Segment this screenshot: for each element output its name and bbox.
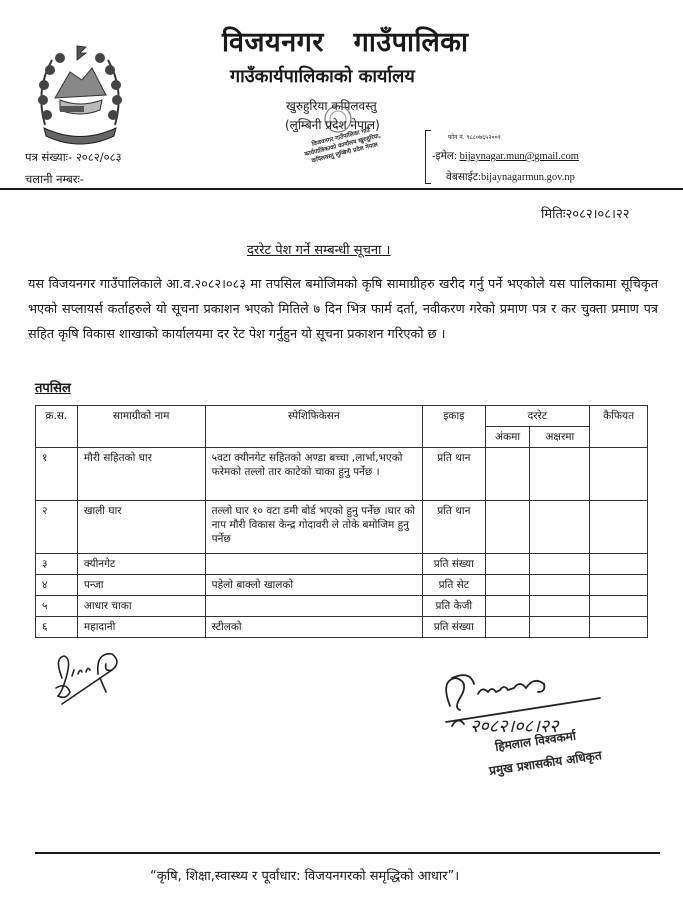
website-link[interactable]: bijaynagarmun.gov.np xyxy=(481,172,575,183)
officer-name: हिमलाल विश्वकर्मा xyxy=(494,728,577,754)
header-spec: स्पेशिफिकेसन xyxy=(205,406,422,448)
cell-rate-words xyxy=(530,554,590,575)
nepal-emblem-icon xyxy=(30,40,130,150)
cell-rate-words xyxy=(530,575,590,596)
footer-divider xyxy=(35,852,660,854)
cell-spec xyxy=(205,554,422,575)
dispatch-number: चलानी नम्बरः- xyxy=(25,172,84,186)
cell-rate-figures xyxy=(485,501,530,554)
phone-number: फोन नं. ९८८०७६५२००१ xyxy=(448,134,501,141)
website-label: वेबसाईट: xyxy=(446,172,482,183)
cell-spec: पहेलो बाक्लो खालको xyxy=(205,575,422,596)
municipality-name: विजयनगर गाउँपालिका xyxy=(222,27,469,58)
cell-unit: प्रति सेट xyxy=(423,575,486,596)
cell-spec: तल्लो घार १० वटा डमी बोर्ड भएको हुनु पर्नेछ ।घार को नाप मौरी विकास केन्द्र गोदावरी ले तोके बमोजिम हुनु पर्नेछ xyxy=(205,501,422,554)
cell-sn: १ xyxy=(36,448,78,501)
notice-title: दररेट पेश गर्ने सम्बन्धी सूचना । xyxy=(247,243,391,258)
cell-name: खाली घार xyxy=(77,501,205,554)
header-rate-words: अक्षरमा xyxy=(530,427,590,448)
cell-unit: प्रति संख्या xyxy=(423,617,486,638)
details-heading: तपसिल xyxy=(35,381,71,396)
email-line xyxy=(432,149,579,163)
header-sn: क्र.स. xyxy=(36,406,78,448)
cell-unit: प्रति संख्या xyxy=(423,554,486,575)
right-signature-icon xyxy=(430,668,630,738)
header-rate: दररेट xyxy=(485,406,590,427)
header-name: सामाग्रीको नाम xyxy=(77,406,205,448)
cell-rate-words xyxy=(530,501,590,554)
cell-sn: ३ xyxy=(36,554,78,575)
email-link[interactable]: bijaynagar.mun@gmail.com xyxy=(459,151,579,162)
cell-rate-words xyxy=(530,596,590,617)
cell-spec: ५वटा क्यीनगेट सहितको अण्डा बच्चा ,लार्भा,भएको फरेमको तल्लो तार काटेको चाका हुनु पर्नेछ । xyxy=(205,448,422,501)
letter-number: पत्र संख्याः- २०८२/०८३ xyxy=(25,150,122,164)
signature-date: २०८२।०८।२२ xyxy=(470,716,559,737)
cell-rate-words xyxy=(530,448,590,501)
cell-rate-figures xyxy=(485,617,530,638)
cell-name: पन्जा xyxy=(77,575,205,596)
cell-name: मौरी सहितको घार xyxy=(77,448,205,501)
website-line xyxy=(446,170,575,184)
notice-date: मितिः२०८२।०८।२२ xyxy=(541,207,630,222)
table-row xyxy=(36,596,648,617)
notice-body: यस विजयनगर गाउँपालिकाले आ.व.२०८२।०८३ मा तपसिल बमोजिमको कृषि सामाग्रीहरु खरीद गर्नु पर्ने भएकोले यस पालिकामा सूचिकृत भएको सप्लायर्स कर्ताहरुले यो सूचना प्रकाशन भएको मितिले ७ दिन भित्र फार्म दर्ता, नवीकरण गरेको प्रमाण पत्र र कर चुक्ता प्रमाण पत्र सहित कृषि विकास शाखाको कार्यालयमा दर रेट पेश गर्नुहुन यो सूचना प्रकाशन गरिएको छ । xyxy=(28,277,658,342)
cell-name: आधार चाका xyxy=(77,596,205,617)
cell-unit: प्रति थान xyxy=(423,448,486,501)
cell-rate-words xyxy=(530,617,590,638)
cell-remarks xyxy=(590,596,648,617)
cell-remarks xyxy=(590,501,648,554)
cell-spec: स्टीलको xyxy=(205,617,422,638)
cell-unit: प्रति केजी xyxy=(423,596,486,617)
table-row xyxy=(36,554,648,575)
cell-rate-figures xyxy=(485,554,530,575)
cell-name: महादानी xyxy=(77,617,205,638)
contact-bracket xyxy=(425,130,431,184)
office-name: गाउँकार्यपालिकाको कार्यालय xyxy=(230,66,415,87)
cell-remarks xyxy=(590,617,648,638)
header-rate-figures: अंकमा xyxy=(485,427,530,448)
cell-sn: ४ xyxy=(36,575,78,596)
address-line-1: खुरुहुरिया कपिलवस्तु xyxy=(286,99,377,113)
cell-rate-figures xyxy=(485,575,530,596)
table-row xyxy=(36,448,648,501)
header-remarks: कैफियत xyxy=(590,406,648,448)
cell-rate-figures xyxy=(485,596,530,617)
cell-spec xyxy=(205,596,422,617)
cell-name: क्यीनगेट xyxy=(77,554,205,575)
cell-unit: प्रति थान xyxy=(423,501,486,554)
officer-title: प्रमुख प्रशासकीय अधिकृत xyxy=(488,748,603,778)
left-signature-icon xyxy=(40,648,130,708)
cell-remarks xyxy=(590,554,648,575)
items-table xyxy=(35,405,648,638)
cell-rate-figures xyxy=(485,448,530,501)
table-row xyxy=(36,617,648,638)
office-stamp-text: विजयनगर गाउँपालिका गाउँ कार्यपालिकाको कार्यालय खुरुहुरिया, कपिलवस्तु लुम्बिनी प्रदेश नेपाल xyxy=(303,126,382,165)
header-unit: इकाइ xyxy=(423,406,486,448)
footer-motto: “कृषि, शिक्षा,स्वास्थ्य र पूर्वाधार: विजयनगरको समृद्धिको आधार”। xyxy=(150,869,460,884)
header-divider xyxy=(0,188,683,190)
email-label: -इमेल: xyxy=(432,151,460,162)
table-row xyxy=(36,501,648,554)
table-row xyxy=(36,575,648,596)
cell-remarks xyxy=(590,448,648,501)
cell-remarks xyxy=(590,575,648,596)
cell-sn: ६ xyxy=(36,617,78,638)
cell-sn: २ xyxy=(36,501,78,554)
cell-sn: ५ xyxy=(36,596,78,617)
address-line-2: (लुम्बिनी प्रदेश नेपाल) xyxy=(285,118,380,132)
table-header-row xyxy=(36,406,648,427)
